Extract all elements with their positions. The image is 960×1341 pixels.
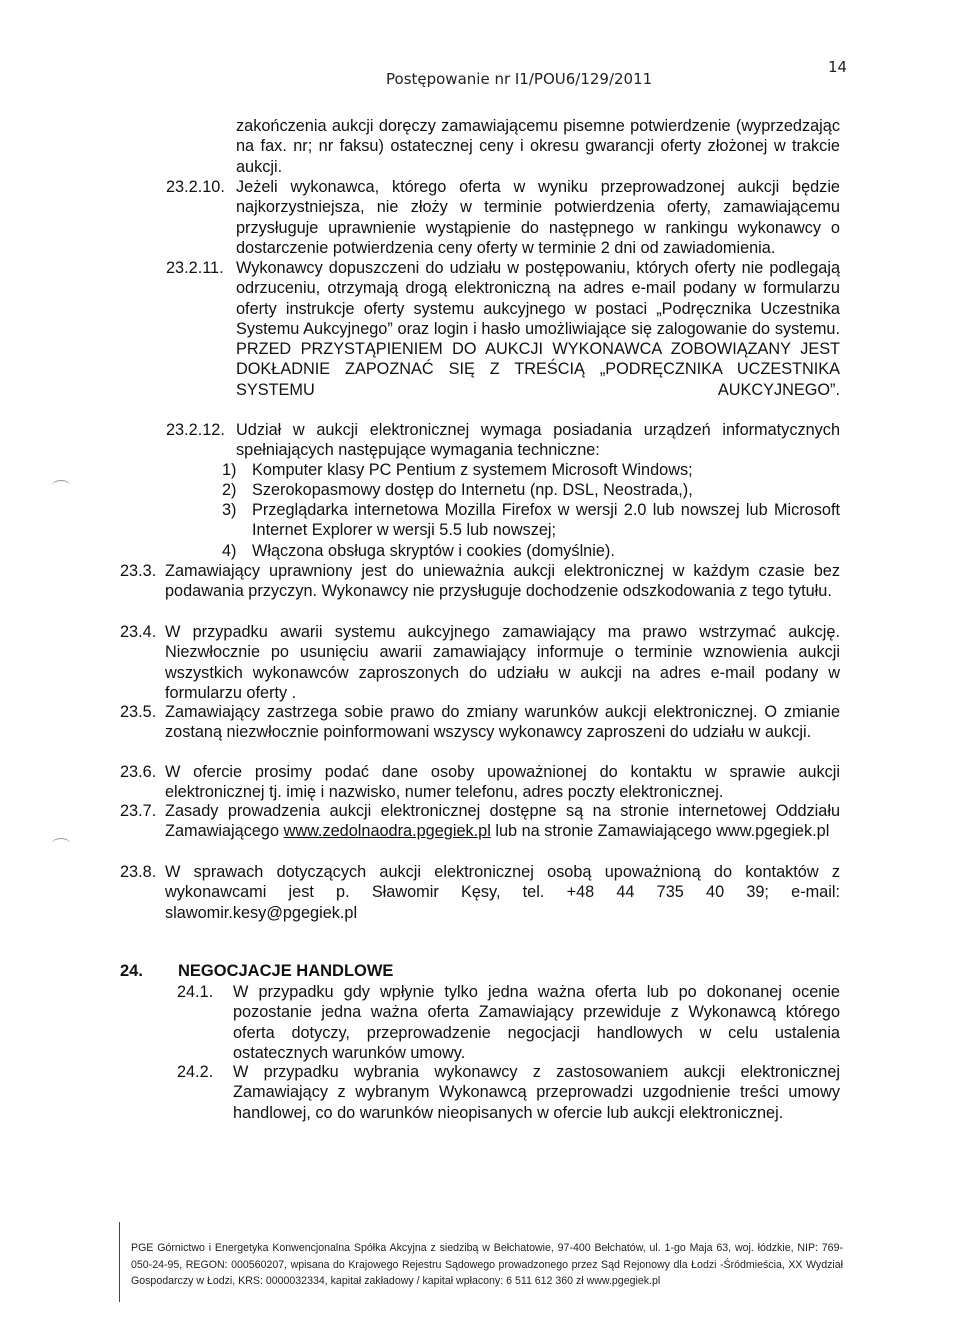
clause-23-2-12: Udział w aukcji elektronicznej wymaga posiadania urządzeń informatycznych spełniających następujące wymagania techniczne:: [236, 421, 840, 460]
clause-number: 24.1.: [177, 983, 214, 1001]
list-item: Komputer klasy PC Pentium z systemem Microsoft Windows;: [252, 461, 693, 479]
clause-number: 23.2.12.: [166, 421, 225, 439]
page-number: 14: [828, 58, 848, 76]
clause-number: 23.2.10.: [166, 178, 225, 196]
clause-23-2-11: Wykonawcy dopuszczeni do udziału w postępowaniu, których oferty nie podlegają odrzuceniu, otrzymają drogą elektroniczną na adres e-mail podany w formularzu oferty instrukcje oferty systemu aukcyjnego w postaci „Podręcznika Uczestnika Systemu Aukcyjnego” oraz login i hasło umożliwiające się zalogowanie do systemu. PRZED PRZYSTĄPIENIEM DO AUKCJI WYKONAWCA ZOBOWIĄZANY JEST DOKŁADNIE ZAPOZNAĆ SIĘ Z TREŚCIĄ „PODRĘCZNIKA UCZESTNIKA SYSTEMU AUKCYJNEGO”.: [236, 259, 840, 399]
clause-number: 23.8.: [120, 863, 157, 881]
scan-mark: [52, 838, 70, 849]
clause-number: 23.6.: [120, 763, 157, 781]
clause-23-3: Zamawiający uprawniony jest do unieważnia aukcji elektronicznej w każdym czasie bez podawania przyczyn. Wykonawcy nie przysługuje dochodzenie odszkodowania z tego tytułu.: [165, 562, 840, 601]
section-title: NEGOCJACJE HANDLOWE: [178, 962, 394, 980]
list-item: Włączona obsługa skryptów i cookies (domyślnie).: [252, 542, 615, 560]
list-item-number: 1): [222, 461, 237, 479]
list-item-number: 2): [222, 481, 237, 499]
clause-number: 23.3.: [120, 562, 157, 580]
continuation-paragraph: zakończenia aukcji doręczy zamawiającemu pisemne potwierdzenie (wyprzedzając na fax. nr; nr faksu) ostatecznej ceny i okresu gwarancji oferty złożonej w trakcie aukcji.: [236, 117, 840, 176]
clause-23-2-10: Jeżeli wykonawca, którego oferta w wyniku przeprowadzonej aukcji będzie najkorzystniejsza, nie złoży w terminie potwierdzenia oferty, zamawiającemu przysługuje uprawnienie wystąpienie do następnego w rankingu wykonawcy o dostarczenie potwierdzenia ceny oferty w terminie 2 dni od zawiadomienia.: [236, 178, 840, 257]
clause-23-5: Zamawiający zastrzega sobie prawo do zmiany warunków aukcji elektronicznej. O zmianie zostaną niezwłocznie poinformowani wszyscy wykonawcy zaproszeni do udziału w aukcji.: [165, 703, 840, 742]
scan-mark: [52, 480, 70, 491]
list-item-number: 4): [222, 542, 237, 560]
zedolnaodra-link[interactable]: www.zedolnaodra.pgegiek.pl: [283, 822, 491, 841]
clause-24-2: W przypadku wybrania wykonawcy z zastosowaniem aukcji elektronicznej Zamawiający z wybranym Wykonawcą przeprowadzi uzgodnienie treści umowy handlowej, co do warunków nieopisanych w ofercie lub aukcji elektronicznej.: [233, 1063, 840, 1122]
clause-text: Zasady prowadzenia aukcji elektronicznej dostępne są na stronie internetowej Oddziału Zamawiającego: [165, 802, 840, 841]
footer-rule: [119, 1222, 120, 1302]
clause-23-6: W ofercie prosimy podać dane osoby upoważnionej do kontaktu w sprawie aukcji elektronicznej tj. imię i nazwisko, numer telefonu, adres poczty elektronicznej.: [165, 763, 840, 802]
clause-23-7: [165, 801, 840, 842]
clause-23-4: W przypadku awarii systemu aukcyjnego zamawiający ma prawo wstrzymać aukcję. Niezwłocznie po usunięciu awarii zamawiający informuje o terminie wznowienia aukcji wszystkich wykonawców zaproszonych do udziału w aukcji na adres e-mail podany w formularzu oferty .: [165, 623, 840, 702]
clause-23-8: W sprawach dotyczących aukcji elektronicznej osobą upoważnioną do kontaktów z wykonawcami jest p. Sławomir Kęsy, tel. +48 44 735 40 39; e-mail: slawomir.kesy@pgegiek.pl: [165, 863, 840, 922]
company-footer: PGE Górnictwo i Energetyka Konwencjonalna Spółka Akcyjna z siedzibą w Bełchatowie, 97-400 Bełchatów, ul. 1-go Maja 63, woj. łódzkie, NIP: 769-050-24-95, REGON: 000560207, wpisana do Krajowego Rejestru Sądowego prowadzonego przez Sąd Rejonowy dla Łodzi -Śródmieścia, XX Wydział Gospodarczy w Łodzi, KRS: 0000032334, kapitał zakładowy / kapitał wpłacony: 6 511 612 360 zł www.pgegiek.pl: [131, 1242, 843, 1287]
list-item: Przeglądarka internetowa Mozilla Firefox w wersji 2.0 lub nowszej lub Microsoft Internet Explorer w wersji 5.5 lub nowszej;: [252, 501, 840, 540]
section-number: 24.: [120, 962, 143, 980]
document-reference: Postępowanie nr I1/POU6/129/2011: [386, 70, 653, 88]
clause-number: 23.2.11.: [166, 259, 224, 277]
clause-number: 23.4.: [120, 623, 157, 641]
clause-number: 23.7.: [120, 802, 157, 820]
clause-24-1: W przypadku gdy wpłynie tylko jedna ważna oferta lub po dokonanej ocenie pozostanie jedna ważna oferta Zamawiający przewiduje z Wykonawcą którego oferta dotyczy, przeprowadzenie negocjacji handlowych w celu ustalenia ostatecznych warunków umowy.: [233, 983, 840, 1062]
list-item-number: 3): [222, 501, 237, 519]
list-item: Szerokopasmowy dostęp do Internetu (np. DSL, Neostrada,),: [252, 481, 693, 499]
clause-text: lub na stronie Zamawiającego www.pgegiek.pl: [495, 822, 830, 841]
clause-number: 23.5.: [120, 703, 157, 721]
clause-number: 24.2.: [177, 1063, 214, 1081]
